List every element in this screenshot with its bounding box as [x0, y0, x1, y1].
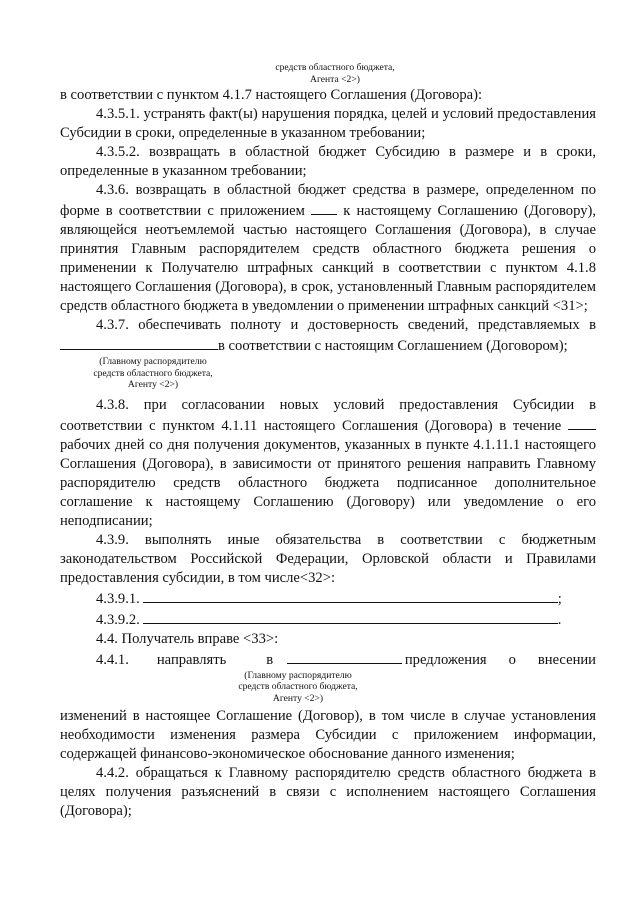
paragraph-4-4: 4.4. Получатель вправе <33>:: [96, 630, 279, 647]
document-page: [60, 58, 596, 821]
paragraph-4-3-5-2: 4.3.5.2. возвращать в областной бюджет Субсидию в размере и в сроки, определенные в указанном требовании;: [60, 144, 596, 179]
footnote-4-3-7: [78, 356, 228, 391]
paragraph-4-3-7-rest: в соответствии с настоящим Соглашением (Договором);: [218, 338, 568, 354]
item-label: 4.3.9.2.: [96, 611, 140, 628]
paragraph-4-3-8-rest: рабочих дней со дня получения документов, указанных в пункте 4.1.11.1 настоящего Соглашения (Договора), в зависимости от принятого решения направить Главному распорядителю средств областного бюджета подписанное дополнительное соглашение к настоящему Соглашению (Договору) или уведомление о его неподписании;: [60, 436, 596, 529]
paragraph-4-3-5-1: 4.3.5.1. устранять факт(ы) нарушения порядка, целей и условий предоставления Субсидии в сроки, определенные в указанном требовании;: [60, 106, 596, 141]
item-end: ;: [557, 590, 562, 607]
blank-field[interactable]: [60, 335, 218, 350]
footnote-line: средств областного бюджета,: [238, 681, 358, 692]
blank-field[interactable]: [311, 200, 337, 215]
footnote-line: (Главному распорядителю: [99, 356, 207, 367]
paragraph-4-3-7: [60, 316, 596, 356]
top-footnote-line: Агента <2>): [310, 73, 360, 85]
footnote-line: Агенту <2>): [272, 692, 324, 704]
blank-field[interactable]: [143, 609, 558, 624]
footnote-line: средств областного бюджета,: [93, 367, 213, 379]
top-footnote-line: средств областного бюджета,: [275, 62, 395, 73]
item-end: .: [557, 611, 562, 628]
paragraph-4-3-7-start: 4.3.7. обеспечивать полноту и достоверность сведений, представляемых в: [96, 317, 596, 333]
footnote-line: (Главному распорядителю: [244, 669, 352, 681]
blank-field[interactable]: [143, 588, 558, 603]
paragraph-4-3-8-start: 4.3.8. при согласовании новых условий предоставления Субсидии в соответствии с пунктом 4.1.11 настоящего Соглашения (Договора) в течение: [60, 396, 596, 434]
paragraph-4-4-1-line: [60, 649, 596, 670]
word-introduction: внесении: [537, 651, 596, 668]
item-label: 4.3.9.1.: [96, 590, 140, 607]
blank-field[interactable]: [287, 649, 402, 664]
top-footnote: [260, 62, 410, 85]
paragraph-4-4-1-label: 4.4.1.: [96, 651, 129, 668]
footnote-line: Агенту <2>): [127, 379, 179, 390]
word-in: в: [266, 651, 274, 668]
paragraph-4-4-1-continued: изменений в настоящее Соглашение (Договор), в том числе в случае установления необходимости изменения размера Субсидии с приложением информации, содержащей финансово-экономическое обоснование данного изменения;: [60, 708, 596, 762]
paragraph-4-4-2: 4.4.2. обращаться к Главному распорядителю средств областного бюджета в целях получения разъяснений в связи с исполнением настоящего Соглашения (Договора);: [60, 765, 596, 819]
paragraph-4-3-6-start: 4.3.6. возвращать в областной бюджет средства в размере, определенном по форме в соответствии с приложением: [60, 182, 596, 219]
paragraph-4-3-5-intro: в соответствии с пунктом 4.1.7 настоящего Соглашения (Договора):: [60, 87, 483, 103]
item-4-3-9-1: [60, 588, 596, 609]
word-direct: направлять: [156, 651, 227, 668]
word-about: о: [508, 651, 516, 668]
word-proposals: предложения: [404, 651, 487, 668]
footnote-4-4-1: [218, 670, 378, 705]
item-4-3-9-2: [60, 609, 596, 630]
paragraph-4-3-6-rest: к настоящему Соглашению (Договору), являющейся неотъемлемой частью настоящего Соглашения (Договора), в случае принятия Главным распорядителем средств областного бюджета решения о применении к Получателю штрафных санкций в соответствии с пунктом 4.1.8 настоящего Соглашения (Договора), в срок, установленный Главным распорядителем средств областного бюджета в уведомлении о применении штрафных санкций <31>;: [60, 203, 597, 314]
paragraph-4-3-6: [60, 181, 596, 316]
paragraph-4-3-9: 4.3.9. выполнять иные обязательства в соответствии с бюджетным законодательством Российской Федерации, Орловской области и Правилами предоставления субсидии, в том числе<32>:: [60, 531, 596, 586]
blank-field[interactable]: [568, 415, 596, 430]
paragraph-4-3-8: [60, 396, 596, 531]
